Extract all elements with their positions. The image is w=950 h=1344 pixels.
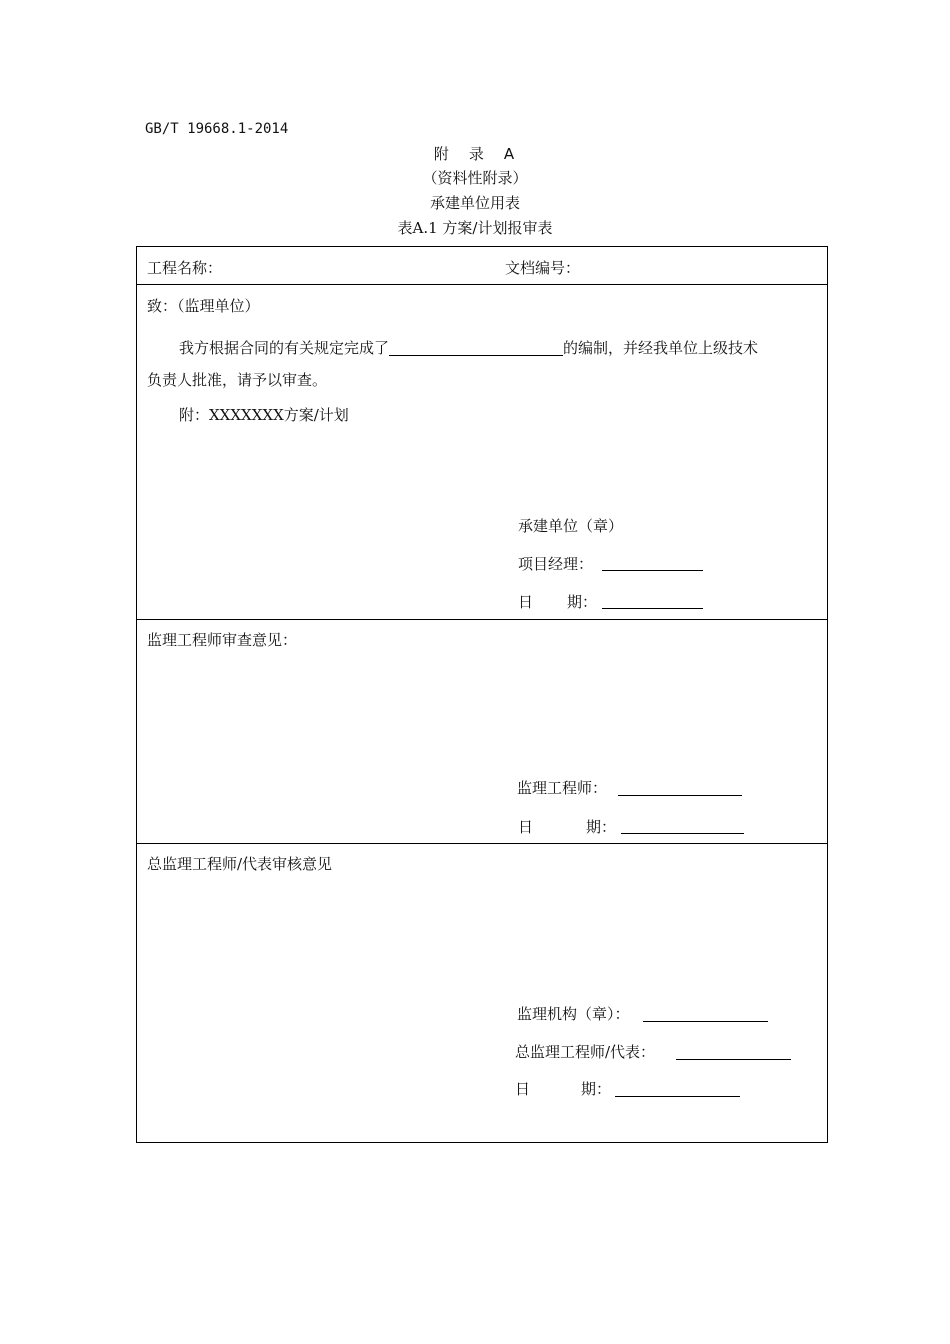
- project-manager-blank[interactable]: [602, 556, 703, 571]
- chief-engineer-blank[interactable]: [676, 1045, 791, 1060]
- attachment-note: 附：XXXXXXX方案/计划: [179, 406, 349, 424]
- date-char-1: 日: [518, 593, 534, 611]
- date-char-1: 日: [518, 818, 534, 836]
- supervisor-date-blank[interactable]: [621, 819, 744, 834]
- date-char-1: 日: [515, 1080, 531, 1098]
- submission-statement: [179, 338, 758, 358]
- supervisor-date-label: [518, 817, 616, 837]
- document-name-blank[interactable]: [389, 340, 563, 356]
- appendix-note: （资料性附录）: [422, 169, 528, 187]
- date-char-2: 期：: [567, 593, 598, 611]
- chief-review-label: 总监理工程师/代表审核意见: [147, 855, 333, 873]
- supervisor-engineer-label: 监理工程师：: [517, 779, 608, 797]
- review-opinion-label: 监理工程师审查意见：: [147, 631, 298, 649]
- row-divider-1: [136, 284, 828, 285]
- contractor-date-blank[interactable]: [602, 594, 703, 609]
- table-title: 表A.1 方案/计划报审表: [397, 219, 553, 237]
- statement-line-2: 负责人批准，请予以审查。: [147, 371, 328, 389]
- statement-part-1: 我方根据合同的有关规定完成了: [179, 339, 390, 357]
- contractor-date-label: [518, 592, 597, 612]
- chief-date-blank[interactable]: [615, 1082, 740, 1097]
- supervision-org-label: 监理机构（章）：: [517, 1005, 630, 1023]
- appendix-letter: A: [503, 145, 517, 163]
- chief-engineer-label: 总监理工程师/代表：: [515, 1043, 656, 1061]
- supervision-org-blank[interactable]: [643, 1007, 768, 1022]
- supervisor-engineer-blank[interactable]: [618, 781, 742, 796]
- project-manager-label: 项目经理：: [518, 555, 594, 573]
- section-title: 承建单位用表: [429, 194, 520, 212]
- appendix-word-2: 录: [468, 145, 486, 163]
- date-char-2: 期：: [586, 818, 617, 836]
- doc-number-label: 文档编号：: [505, 259, 581, 277]
- appendix-heading: [0, 144, 950, 164]
- project-name-label: 工程名称：: [147, 259, 223, 277]
- statement-part-2: 的编制，并经我单位上级技术: [563, 339, 759, 357]
- contractor-seal-label: 承建单位（章）: [518, 517, 624, 535]
- addressee-label: 致：（监理单位）: [147, 297, 260, 315]
- appendix-word-1: 附: [433, 145, 451, 163]
- row-divider-3: [136, 843, 828, 844]
- row-divider-2: [136, 619, 828, 620]
- chief-date-label: [515, 1079, 611, 1099]
- standard-number: GB/T 19668.1-2014: [145, 121, 289, 137]
- date-char-2: 期：: [581, 1080, 612, 1098]
